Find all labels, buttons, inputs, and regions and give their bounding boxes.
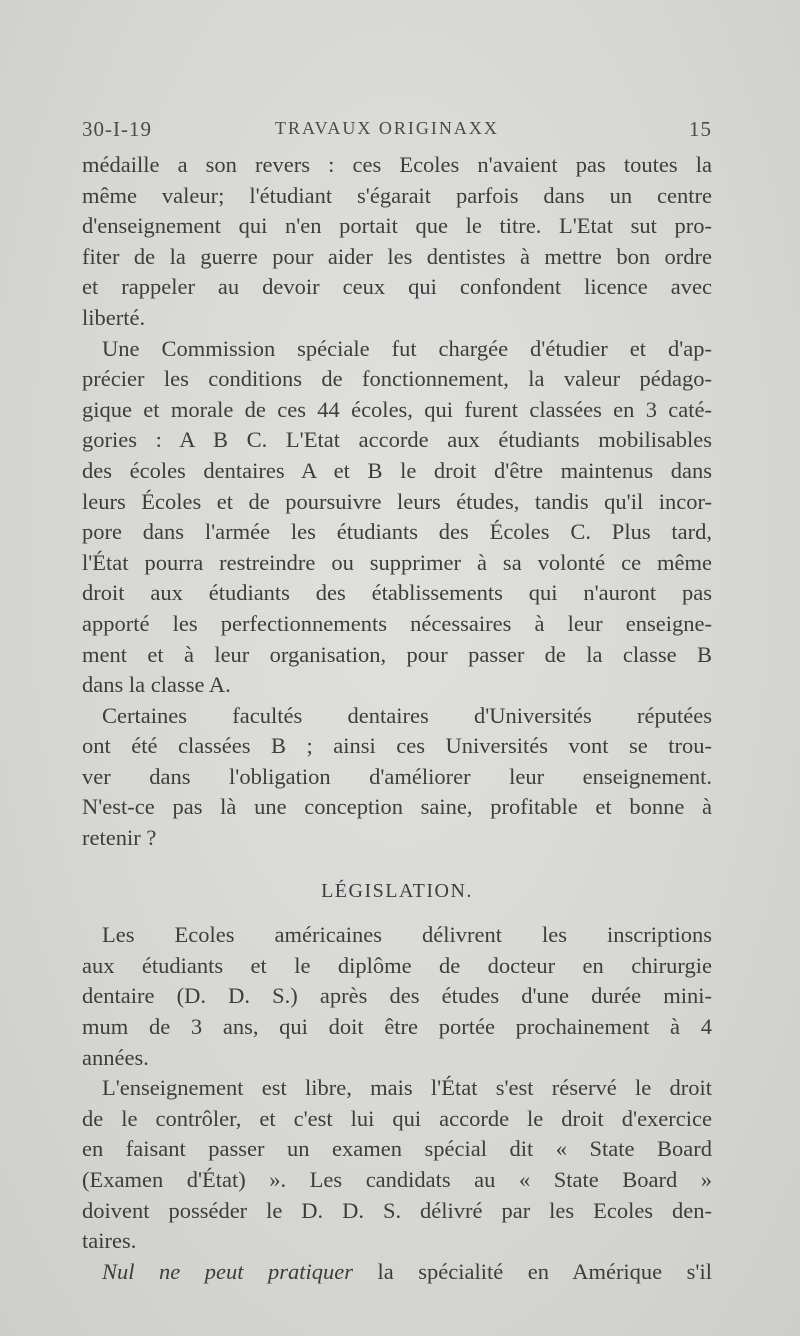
italic-phrase: Nul ne peut pratiquer [102, 1258, 353, 1284]
text-line: fiter de la guerre pour aider les dentistes à mettre bon ordre [82, 243, 712, 269]
text-line: années. [82, 1044, 149, 1070]
paragraph [82, 1073, 712, 1257]
text-line: Les Ecoles américaines délivrent les inscriptions [102, 922, 712, 948]
text-line: N'est-ce pas là une conception saine, profitable et bonne à [82, 794, 712, 820]
text-line: mum de 3 ans, qui doit être portée prochainement à 4 [82, 1014, 712, 1040]
text-line: ont été classées B ; ainsi ces Universités vont se trou- [82, 733, 712, 759]
text-line: droit aux étudiants des établissements qui n'auront pas [82, 580, 712, 606]
text-line: dans la classe A. [82, 672, 231, 698]
text-line [82, 1257, 712, 1288]
text-line: Une Commission spéciale fut chargée d'étudier et d'ap- [102, 335, 712, 361]
text-line: taires. [82, 1228, 137, 1254]
section-heading: LÉGISLATION. [321, 879, 473, 902]
text-line: retenir ? [82, 825, 157, 851]
text-line: Certaines facultés dentaires d'Universités réputées [102, 702, 712, 728]
text-line: précier les conditions de fonctionnement, la valeur pédago- [82, 366, 712, 392]
text-line: ment et à leur organisation, pour passer de la classe B [82, 641, 712, 667]
text-line: des écoles dentaires A et B le droit d'être maintenus dans [82, 457, 712, 483]
page-number: 15 [689, 117, 712, 141]
paragraph [82, 920, 712, 1073]
text-line: aux étudiants et le diplôme de docteur en chirurgie [82, 952, 712, 978]
text-line: l'État pourra restreindre ou supprimer à sa volonté ce même [82, 549, 712, 575]
text-line: en faisant passer un examen spécial dit « State Board [82, 1136, 712, 1162]
text-line: et rappeler au devoir ceux qui confondent licence avec [82, 274, 712, 300]
text-line: L'enseignement est libre, mais l'État s'est réservé le droit [102, 1075, 712, 1101]
text-line: pore dans l'armée les étudiants des Écoles C. Plus tard, [82, 519, 712, 545]
paragraph [82, 334, 712, 701]
text-line: liberté. [82, 304, 146, 330]
running-head [82, 117, 712, 147]
text-line: gories : A B C. L'Etat accorde aux étudiants mobilisables [82, 427, 712, 453]
running-head-title: TRAVAUX ORIGINAXX [275, 118, 499, 138]
text-line: doivent posséder le D. D. S. délivré par les Ecoles den- [82, 1197, 712, 1223]
text-line: d'enseignement qui n'en portait que le titre. L'Etat sut pro- [82, 213, 712, 239]
text-fragment: la spécialité en Amérique s'il [353, 1258, 712, 1284]
paragraph [82, 701, 712, 854]
body-text [82, 150, 712, 1287]
text-line: gique et morale de ces 44 écoles, qui furent classées en 3 caté- [82, 396, 712, 422]
text-line: ver dans l'obligation d'améliorer leur enseignement. [82, 763, 712, 789]
text-line: de le contrôler, et c'est lui qui accorde le droit d'exercice [82, 1105, 712, 1131]
text-line: même valeur; l'étudiant s'égarait parfois dans un centre [82, 182, 712, 208]
text-line: leurs Écoles et de poursuivre leurs études, tandis qu'il incor- [82, 488, 712, 514]
text-line: (Examen d'État) ». Les candidats au « State Board » [82, 1167, 712, 1192]
text-line: apporté les perfectionnements nécessaires à leur enseigne- [82, 610, 712, 636]
paragraph [82, 150, 712, 334]
running-head-date: 30-I-19 [82, 117, 152, 141]
paragraph [82, 1257, 712, 1288]
text-line: médaille a son revers : ces Ecoles n'avaient pas toutes la [82, 152, 712, 177]
text-line: dentaire (D. D. S.) après des études d'une durée mini- [82, 983, 712, 1009]
